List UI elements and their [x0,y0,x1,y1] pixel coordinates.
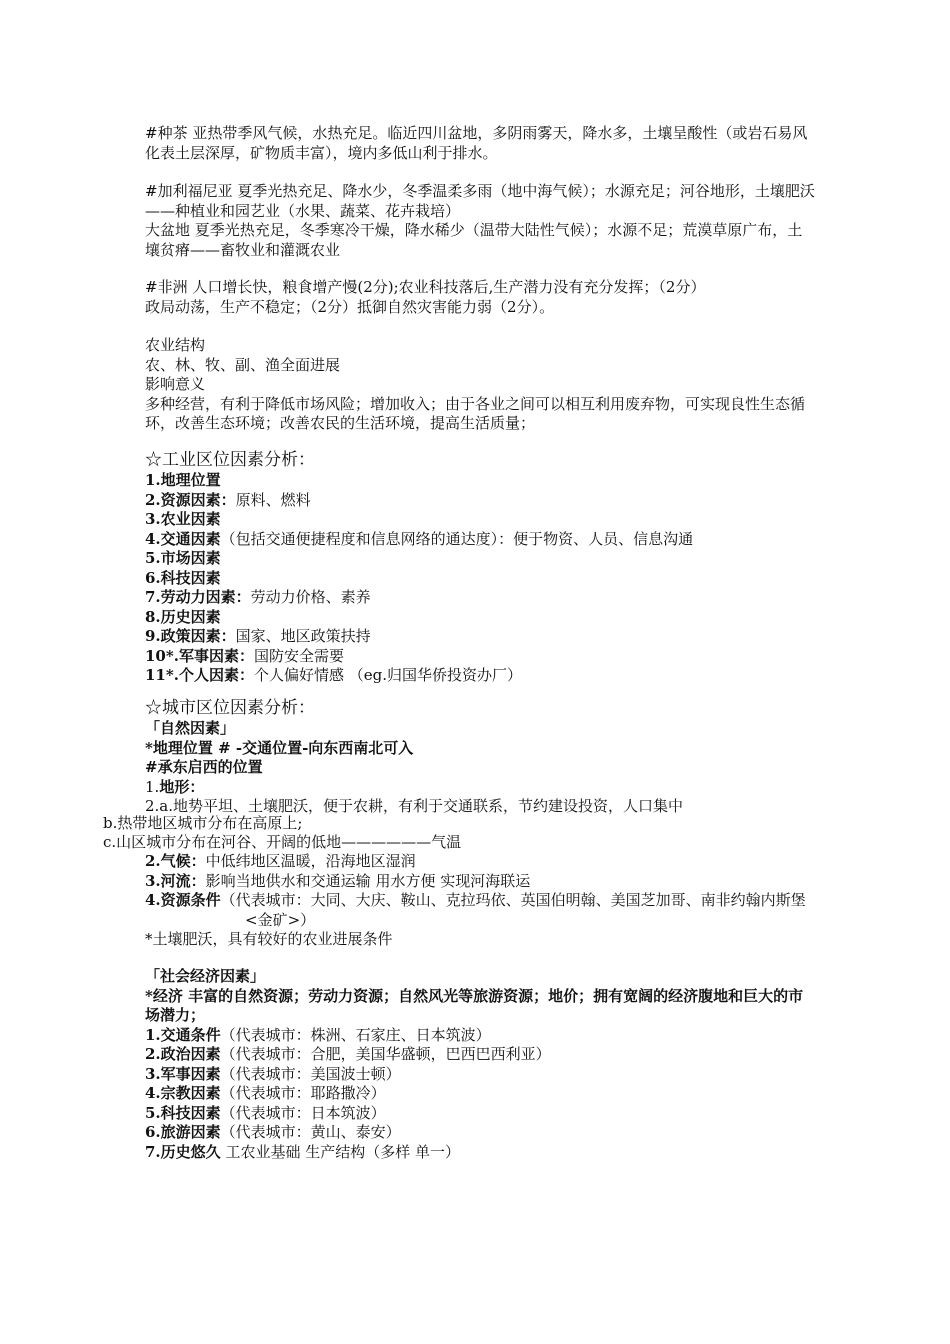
africa-line: 政局动荡，生产不稳定；（2分）抵御自然灾害能力弱（2分）。 [145,297,555,316]
terrain-heading: 1.地形： [145,777,205,796]
industry-item: 1.地理位置 [145,471,221,489]
industry-item: 2.资源因素：原料、燃料 [145,490,311,509]
geo-location-line-2: #承东启西的位置 [145,758,263,776]
industry-title: ☆工业区位因素分析： [145,450,315,470]
city-section [145,697,815,817]
economy-line: *经济 丰富的自然资源；劳动力资源；自然风光等旅游资源；地价；拥有宽阔的经济腹地和巨大的市场潜力； [145,986,804,1024]
climate-line: 2.气候：中低纬地区温暖，沿海地区湿润 [145,852,416,870]
industry-item: 7.劳动力因素：劳动力价格、素养 [145,588,371,606]
social-item: 3.军事因素（代表城市：美国波士顿） [145,1064,401,1083]
city-title: ☆城市区位因素分析： [145,698,315,718]
terrain-a: 2.a.地势平坦、土壤肥沃，便于农耕，有利于交通联系，节约建设投资，人口集中 [145,797,684,815]
industry-item: 3.农业因素 [145,510,221,528]
social-item: 5.科技因素（代表城市：日本筑波） [145,1103,386,1122]
basin-line: 大盆地 夏季光热充足，冬季寒冷干燥，降水稀少（温带大陆性气候）；水源不足；荒漠草原广布，土壤贫瘠——畜牧业和灌溉农业 [145,221,803,259]
river-line: 3.河流：影响当地供水和交通运输 用水方便 实现河海联运 [145,871,531,890]
tea-paragraph [145,124,815,163]
california-line: #加利福尼亚 夏季光热充足、降水少，冬季温柔多雨（地中海气候）；水源充足；河谷地形，土壤肥沃——种植业和园艺业（水果、蔬菜、花卉栽培） [145,182,815,220]
social-item: 2.政治因素（代表城市：合肥，美国华盛顿，巴西巴西利亚） [145,1045,551,1063]
industry-item: 5.市场因素 [145,549,221,567]
industry-item: 6.科技因素 [145,568,221,587]
natural-factors-title: 「自然因素」 [145,719,236,737]
terrain-b: b.热带地区城市分布在高原上; [103,814,303,832]
social-item: 6.旅游因素（代表城市：黄山、泰安） [145,1123,401,1141]
africa-line: #非洲 人口增长快，粮食增产慢(2分);农业科技落后,生产潜力没有充分发挥；（2分） [145,278,706,296]
agri-line: 农业结构 [145,336,206,354]
agriculture-structure [145,336,815,434]
social-title: 「社会经济因素」 [145,967,266,985]
industry-item: 10*.军事因素：国防安全需要 [145,646,344,665]
terrain-c: c.山区城市分布在河谷、开阔的低地——————气温 [103,833,462,851]
industry-item: 11*.个人因素：个人偏好情感 （eg.归国华侨投资办厂） [145,666,522,684]
geo-location-line: *地理位置 # -交通位置-向东西南北可入 [145,738,414,757]
industry-item: 4.交通因素（包括交通便捷程度和信息网络的通达度）：便于物资、人员、信息沟通 [145,529,694,548]
industry-section [145,449,815,686]
africa-paragraph [145,278,815,317]
resource-line: 4.资源条件（代表城市：大同、大庆、鞍山、克拉玛依、英国伯明翰、美国芝加哥、南非约翰内斯堡<金矿>） [145,891,806,929]
agri-line: 多种经营，有利于降低市场风险；增加收入；由于各业之间可以相互利用废弃物，可实现良性生态循环，改善生态环境；改善农民的生活环境，提高生活质量； [145,394,806,432]
social-economic-section [145,967,815,1162]
tea-text: #种茶 亚热带季风气候，水热充足。临近四川盆地，多阴雨雾天，降水多，土壤呈酸性（或岩石易风化表土层深厚，矿物质丰富），境内多低山利于排水。 [145,124,808,162]
social-item: 1.交通条件（代表城市：株洲、石家庄、日本筑波） [145,1025,491,1044]
california-paragraph [145,182,815,260]
industry-item: 8.历史因素 [145,607,221,626]
soil-line: *土壤肥沃，具有较好的农业进展条件 [145,930,393,948]
social-item: 7.历史悠久 工农业基础 生产结构（多样 单一） [145,1142,460,1161]
industry-item: 9.政策因素：国家、地区政策扶持 [145,627,371,645]
agri-line: 影响意义 [145,375,206,393]
city-natural-continued [145,852,815,950]
social-item: 4.宗教因素（代表城市：耶路撒冷） [145,1084,386,1102]
agri-line: 农、林、牧、副、渔全面进展 [145,355,341,374]
